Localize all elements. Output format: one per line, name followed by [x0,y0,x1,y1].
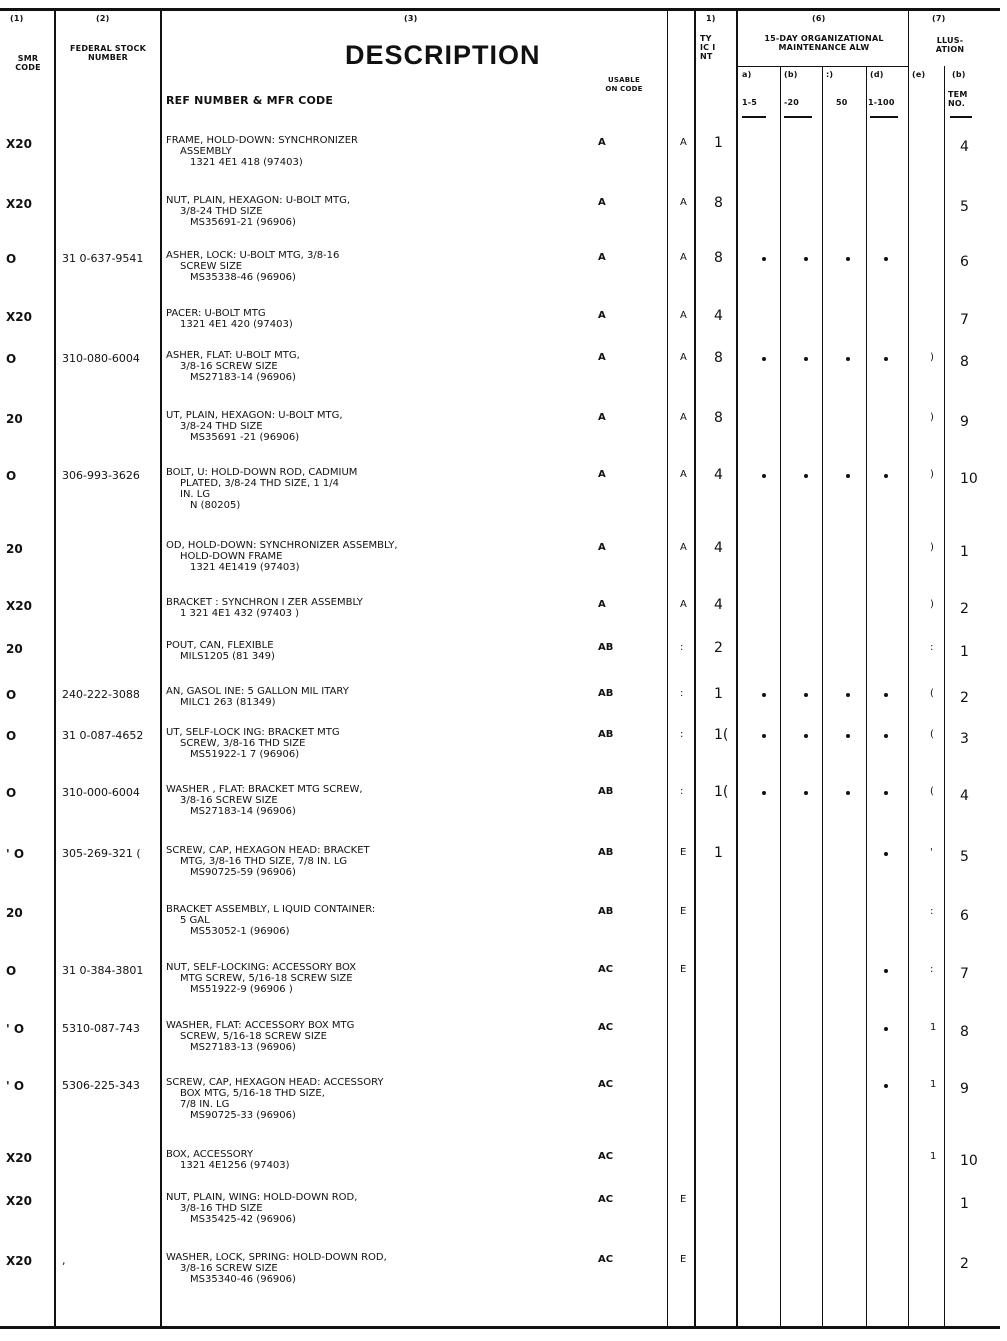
usable-on-code: A [598,197,606,208]
header-alw-d-range: 1-100 [868,98,895,107]
allowance-dot [846,257,850,261]
header-illus-a: (e) [912,70,926,79]
header-alw-c: :) [826,70,834,79]
usable-on-code: AC [598,1022,614,1033]
col-rule [736,10,738,1329]
description [166,308,293,330]
header-qty-num: 1) [706,14,716,23]
source-code: E [680,1254,687,1265]
usable-on-code: A [598,137,606,148]
description-line: AN, GASOL INE: 5 GALLON MIL ITARY [166,686,349,697]
description-line: 3/8-16 SCREW SIZE [180,1263,278,1274]
quantity: 8 [714,410,723,426]
federal-stock-number: 5310-087-743 [62,1022,140,1035]
illustration-item-number: 6 [960,254,969,270]
description-line: BRACKET ASSEMBLY, L IQUID CONTAINER: [166,904,376,915]
description-line: MS35425-42 (96906) [190,1214,296,1225]
federal-stock-number: 305-269-321 ( [62,847,141,860]
header-illus-num: (7) [932,14,946,23]
description [166,540,398,573]
description-line: OD, HOLD-DOWN: SYNCHRONIZER ASSEMBLY, [166,540,398,551]
header-alw-a: a) [742,70,752,79]
description [166,1149,290,1171]
allowance-dot [846,357,850,361]
source-code: A [680,352,687,363]
usable-on-code: AC [598,964,614,975]
source-code: : [680,729,684,740]
illustration-figure: ( [930,786,934,797]
allowance-dot [884,791,888,795]
description-line: ASHER, FLAT: U-BOLT MTG, [166,350,300,361]
smr-code: X20 [6,1194,32,1208]
smr-code: O [6,729,17,743]
usable-on-code: AB [598,906,614,917]
header-illus-b: (b) [952,70,966,79]
header-alw-d: (d) [870,70,884,79]
description-line: 1321 4E1419 (97403) [190,562,300,573]
allowance-dot [884,357,888,361]
allowance-dot [762,357,766,361]
allowance-dot [846,693,850,697]
description-line: ASHER, LOCK: U-BOLT MTG, 3/8-16 [166,250,340,261]
illustration-item-number: 8 [960,1024,969,1040]
col-rule [822,66,823,1329]
allowance-dot [804,257,808,261]
allowance-dot [762,474,766,478]
quantity: 2 [714,640,723,656]
description-line: SCREW, CAP, HEXAGON HEAD: ACCESSORY [166,1077,384,1088]
smr-code: O [6,786,17,800]
header-usable-on-code: USABLE ON CODE [605,76,643,93]
source-code: A [680,137,687,148]
description [166,1020,354,1053]
allowance-dot [762,734,766,738]
description-line: 3/8-24 THD SIZE [180,206,263,217]
description-line: MS27183-14 (96906) [190,372,296,383]
smr-code: ' O [6,1079,25,1093]
illustration-item-number: 2 [960,690,969,706]
description-line: 3/8-16 THD SIZE [180,1203,263,1214]
source-code: E [680,847,687,858]
header-underline [950,116,972,118]
header-smr: SMR CODE [15,54,41,72]
smr-code: X20 [6,310,32,324]
header-item-no: TEM NO. [948,90,968,108]
allowance-dot [804,734,808,738]
description [166,467,357,511]
description [166,727,340,760]
illustration-figure: ( [930,688,934,699]
description-line: SCREW, 3/8-16 THD SIZE [180,738,306,749]
description-line: POUT, CAN, FLEXIBLE [166,640,274,651]
description-line: MTG SCREW, 5/16-18 SCREW SIZE [180,973,353,984]
illustration-item-number: 2 [960,1256,969,1272]
description [166,135,358,168]
source-code: A [680,412,687,423]
description-line: WASHER , FLAT: BRACKET MTG SCREW, [166,784,363,795]
description [166,845,370,878]
header-desc-num: (3) [404,14,418,23]
source-code: A [680,310,687,321]
quantity: 1 [714,686,723,702]
header-underline [784,116,812,118]
allowance-dot [762,791,766,795]
illustration-item-number: 1 [960,1196,969,1212]
source-code: : [680,642,684,653]
header-fsn: FEDERAL STOCK NUMBER [70,44,146,62]
illustration-item-number: 1 [960,644,969,660]
allowance-dot [884,474,888,478]
smr-code: 20 [6,412,23,426]
description-line: 1 321 4E1 432 (97403 ) [180,608,300,619]
federal-stock-number: 310-000-6004 [62,786,140,799]
header-alw-num: (6) [812,14,826,23]
usable-on-code: A [598,542,606,553]
header-alw-c-range: 50 [836,98,848,107]
smr-code: X20 [6,599,32,613]
description-line: MS27183-14 (96906) [190,806,296,817]
col-rule [780,66,781,1329]
description-line: 1321 4E1 420 (97403) [180,319,293,330]
smr-code: X20 [6,197,32,211]
usable-on-code: A [598,599,606,610]
usable-on-code: AB [598,729,614,740]
description-line: SCREW, 5/16-18 SCREW SIZE [180,1031,327,1042]
description [166,597,363,619]
description [166,904,375,937]
smr-code: 20 [6,542,23,556]
federal-stock-number: 240-222-3088 [62,688,140,701]
quantity: 4 [714,308,723,324]
col-rule [694,10,696,1329]
source-code: E [680,964,687,975]
description-line: 3/8-16 SCREW SIZE [180,795,278,806]
description [166,195,350,228]
description [166,350,300,383]
usable-on-code: AB [598,786,614,797]
smr-code: O [6,352,17,366]
source-code: A [680,599,687,610]
illustration-item-number: 10 [960,1153,978,1169]
description-line: BOX, ACCESSORY [166,1149,254,1160]
description-line: PLATED, 3/8-24 THD SIZE, 1 1/4 [180,478,339,489]
illustration-figure: ' [930,847,933,858]
source-code: A [680,252,687,263]
illustration-item-number: 4 [960,139,969,155]
quantity: 1( [714,727,729,743]
illustration-item-number: 8 [960,354,969,370]
header-underline [742,116,766,118]
smr-code: O [6,688,17,702]
description-line: IN. LG [180,489,211,500]
description-line: N (80205) [190,500,241,511]
description-line: BOLT, U: HOLD-DOWN ROD, CADMIUM [166,467,358,478]
description-line: 3/8-24 THD SIZE [180,421,263,432]
description-line: MS90725-33 (96906) [190,1110,296,1121]
usable-on-code: AB [598,847,614,858]
allowance-dot [884,734,888,738]
illustration-figure: ) [930,542,934,553]
description-line: MILC1 263 (81349) [180,697,276,708]
illustration-item-number: 10 [960,471,978,487]
description-line: MS51922-9 (96906 ) [190,984,293,995]
federal-stock-number: 31 0-384-3801 [62,964,144,977]
col-rule [866,66,867,1329]
quantity: 1 [714,135,723,151]
description-line: MILS1205 (81 349) [180,651,275,662]
allowance-dot [804,791,808,795]
description [166,686,349,708]
header-rule-6 [738,66,908,67]
header-illus: LLUS- ATION [935,36,965,54]
illustration-figure: : [930,906,934,917]
smr-code: 20 [6,906,23,920]
allowance-dot [884,1027,888,1031]
smr-code: X20 [6,1254,32,1268]
illustration-item-number: 9 [960,1081,969,1097]
description-line: UT, PLAIN, HEXAGON: U-BOLT MTG, [166,410,343,421]
header-alw-a-range: 1-5 [742,98,758,107]
description-line: BRACKET : SYNCHRON I ZER ASSEMBLY [166,597,363,608]
description-line: UT, SELF-LOCK ING: BRACKET MTG [166,727,340,738]
description-line: WASHER, FLAT: ACCESSORY BOX MTG [166,1020,355,1031]
federal-stock-number: 306-993-3626 [62,469,140,482]
bottom-rule [0,1326,1000,1329]
allowance-dot [884,257,888,261]
source-code: A [680,542,687,553]
allowance-dot [762,257,766,261]
description-line: MS35340-46 (96906) [190,1274,296,1285]
header-fsn-num: (2) [96,14,110,23]
allowance-dot [846,734,850,738]
header-alw-b: (b) [784,70,798,79]
smr-code: O [6,469,17,483]
description-line: WASHER, LOCK, SPRING: HOLD-DOWN ROD, [166,1252,387,1263]
description-line: 5 GAL [180,915,210,926]
usable-on-code: A [598,310,606,321]
illustration-figure: ) [930,599,934,610]
header-alw-b-range: -20 [784,98,800,107]
description [166,1192,357,1225]
illustration-item-number: 7 [960,966,969,982]
description [166,784,363,817]
description-line: 3/8-16 SCREW SIZE [180,361,278,372]
illustration-figure: 1 [930,1022,937,1033]
description [166,962,356,995]
description-line: 7/8 IN. LG [180,1099,230,1110]
quantity: 1 [714,845,723,861]
illustration-item-number: 7 [960,312,969,328]
description-line: SCREW SIZE [180,261,243,272]
quantity: 8 [714,195,723,211]
federal-stock-number: 310-080-6004 [62,352,140,365]
smr-code: ' O [6,847,25,861]
description-line: MS35691-21 (96906) [190,217,296,228]
quantity: 4 [714,467,723,483]
allowance-dot [762,693,766,697]
source-code: A [680,197,687,208]
allowance-dot [884,1084,888,1088]
col-rule [54,10,56,1329]
description-line: MS35338-46 (96906) [190,272,296,283]
usable-on-code: A [598,469,606,480]
illustration-item-number: 6 [960,908,969,924]
illustration-figure: ) [930,352,934,363]
description-line: SCREW, CAP, HEXAGON HEAD: BRACKET [166,845,370,856]
allowance-dot [884,852,888,856]
illustration-figure: : [930,964,934,975]
illustration-item-number: 3 [960,731,969,747]
header-alw: 15-DAY ORGANIZATIONAL MAINTENANCE ALW [764,34,884,52]
description-line: 1321 4E1 418 (97403) [190,157,303,168]
description-line: BOX MTG, 5/16-18 THD SIZE, [180,1088,325,1099]
description-line: MS27183-13 (96906) [190,1042,296,1053]
description-line: FRAME, HOLD-DOWN: SYNCHRONIZER [166,135,359,146]
quantity: 8 [714,250,723,266]
description-line: MTG, 3/8-16 THD SIZE, 7/8 IN. LG [180,856,348,867]
description-line: MS90725-59 (96906) [190,867,296,878]
smr-code: X20 [6,137,32,151]
header-qty: TY IC I NT [700,34,716,61]
federal-stock-number: 31 0-087-4652 [62,729,144,742]
illustration-item-number: 1 [960,544,969,560]
usable-on-code: AC [598,1079,614,1090]
usable-on-code: A [598,352,606,363]
allowance-dot [846,791,850,795]
usable-on-code: A [598,412,606,423]
quantity: 1( [714,784,729,800]
source-code: : [680,688,684,699]
smr-code: O [6,252,17,266]
header-smr-num: (1) [10,14,24,23]
col-rule [160,10,162,1329]
description-line: HOLD-DOWN FRAME [180,551,283,562]
usable-on-code: AB [598,642,614,653]
allowance-dot [884,969,888,973]
usable-on-code: A [598,252,606,263]
col-rule [908,10,909,1329]
allowance-dot [804,357,808,361]
description [166,1252,387,1285]
illustration-item-number: 9 [960,414,969,430]
smr-code: 20 [6,642,23,656]
header-underline [870,116,898,118]
usable-on-code: AC [598,1151,614,1162]
description [166,250,339,283]
allowance-dot [884,693,888,697]
allowance-dot [846,474,850,478]
quantity: 4 [714,597,723,613]
description-line: ASSEMBLY [180,146,232,157]
source-code: A [680,469,687,480]
illustration-figure: 1 [930,1079,937,1090]
description-line: MS35691 -21 (96906) [190,432,300,443]
source-code: E [680,906,687,917]
quantity: 4 [714,540,723,556]
header-ref-mfr: REF NUMBER & MFR CODE [166,94,334,107]
description-title: DESCRIPTION [345,40,541,70]
usable-on-code: AC [598,1254,614,1265]
source-code: E [680,1194,687,1205]
col-rule [944,66,945,1329]
illustration-figure: ( [930,729,934,740]
illustration-figure: ) [930,469,934,480]
description-line: MS51922-1 7 (96906) [190,749,300,760]
allowance-dot [804,693,808,697]
smr-code: X20 [6,1151,32,1165]
usable-on-code: AC [598,1194,614,1205]
illustration-item-number: 5 [960,199,969,215]
col-rule [667,10,668,1329]
illustration-figure: 1 [930,1151,937,1162]
description-line: NUT, SELF-LOCKING: ACCESSORY BOX [166,962,357,973]
quantity: 8 [714,350,723,366]
description [166,640,275,662]
federal-stock-number: 5306-225-343 [62,1079,140,1092]
description-line: NUT, PLAIN, HEXAGON: U-BOLT MTG, [166,195,350,206]
top-rule [0,8,1000,11]
illustration-item-number: 4 [960,788,969,804]
illustration-item-number: 5 [960,849,969,865]
description [166,410,343,443]
description-line: NUT, PLAIN, WING: HOLD-DOWN ROD, [166,1192,358,1203]
illustration-figure: : [930,642,934,653]
allowance-dot [804,474,808,478]
description-line: 1321 4E1256 (97403) [180,1160,290,1171]
smr-code: ' O [6,1022,25,1036]
illustration-item-number: 2 [960,601,969,617]
description [166,1077,384,1121]
source-code: : [680,786,684,797]
description-line: PACER: U-BOLT MTG [166,308,266,319]
usable-on-code: AB [598,688,614,699]
illustration-figure: ) [930,412,934,423]
federal-stock-number: 31 0-637-9541 [62,252,144,265]
smr-code: O [6,964,17,978]
description-line: MS53052-1 (96906) [190,926,290,937]
federal-stock-number: , [62,1254,66,1267]
